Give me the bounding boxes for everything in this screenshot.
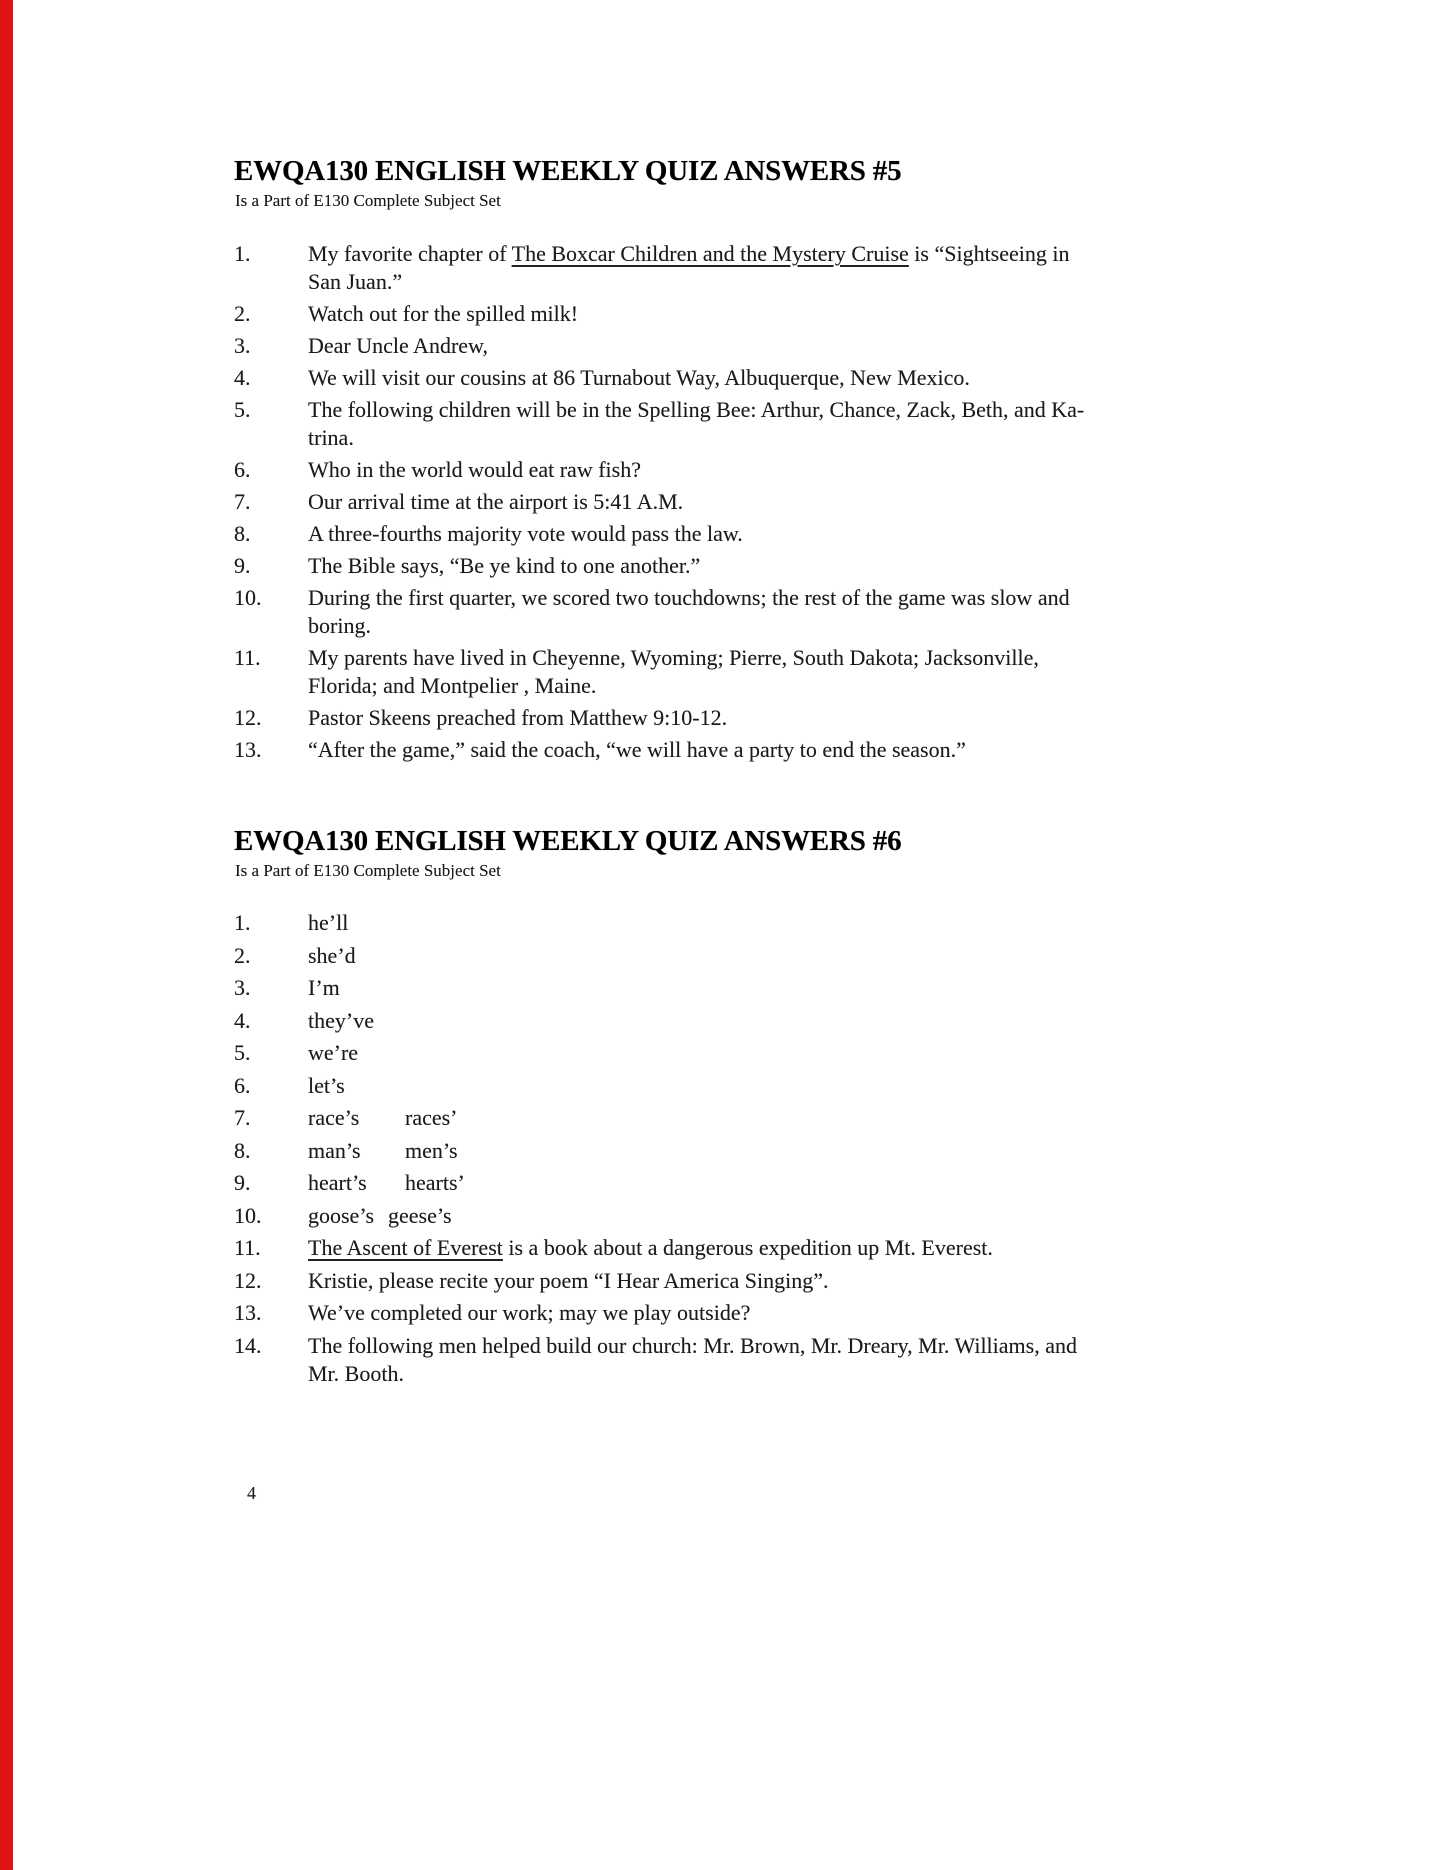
text-line [308,1234,1394,1262]
text-segment: The following children will be in the Spelling Bee: Arthur, Chance, Zack, Beth, and Ka- [308,397,1085,422]
item-text [308,1202,1394,1230]
text-line [308,1267,1394,1295]
item-text [308,974,1394,1002]
section-subtitle: Is a Part of E130 Complete Subject Set [235,861,501,880]
text-segment: is “Sightseeing in [908,241,1070,266]
item-text [308,1072,1394,1100]
text-segment: is a book about a dangerous expedition up Mt. Everest. [502,1235,993,1260]
item-number: 4. [234,365,251,390]
text-segment: goose’s [308,1202,374,1228]
text-line [308,268,1394,296]
text-segment: San Juan.” [308,269,403,294]
list-item [234,1169,1394,1197]
item-number: 8. [234,1137,251,1163]
text-line [308,1202,1394,1230]
text-line [308,364,1394,392]
list-item [234,240,1394,296]
text-line [308,672,1394,700]
section-title: EWQA130 ENGLISH WEEKLY QUIZ ANSWERS #5 [234,155,902,187]
text-segment: Dear Uncle Andrew, [308,333,488,358]
text-line [308,1072,1394,1100]
text-segment: Kristie, please recite your poem “I Hear America Singing”. [308,1267,829,1293]
item-number: 11. [234,645,261,670]
item-number: 2. [234,301,251,326]
text-segment: The following men helped build our church: Mr. Brown, Mr. Dreary, Mr. Williams, and [308,1332,1077,1358]
item-text [308,704,1394,732]
item-text [308,240,1394,296]
item-text [308,520,1394,548]
item-number: 3. [234,333,251,358]
item-number: 9. [234,1170,251,1195]
list-item [234,1299,1394,1327]
list-item [234,1332,1394,1388]
text-segment: race’s [308,1105,360,1130]
text-line [308,909,1394,937]
text-line [308,552,1394,580]
item-text [308,1267,1394,1295]
item-text [308,1137,1394,1165]
text-segment: During the first quarter, we scored two touchdowns; the rest of the game was slow and [308,585,1070,610]
item-text [308,736,1394,764]
text-segment: boring. [308,613,371,638]
text-line [308,1169,1394,1197]
list-item [234,1267,1394,1295]
list-item [234,974,1394,1002]
text-segment: trina. [308,425,354,450]
item-number: 10. [234,1202,262,1228]
text-line [308,424,1394,452]
item-number: 8. [234,521,251,546]
item-number: 6. [234,1072,251,1098]
list-item [234,552,1394,580]
list-item [234,364,1394,392]
list-item [234,1104,1394,1132]
item-text [308,1104,1394,1132]
text-segment: let’s [308,1072,345,1098]
underlined-book-title: The Boxcar Children and the Mystery Cruise [511,241,909,266]
section-title: EWQA130 ENGLISH WEEKLY QUIZ ANSWERS #6 [234,825,902,857]
text-line [308,974,1394,1002]
text-line [308,736,1394,764]
item-text [308,552,1394,580]
text-line [308,488,1394,516]
text-line [308,1039,1394,1067]
list-item [234,1202,1394,1230]
list-item [234,1039,1394,1067]
text-segment: she’d [308,942,356,968]
text-segment: My favorite chapter of [308,241,512,266]
item-number: 3. [234,975,251,1000]
item-number: 12. [234,705,262,730]
item-number: 1. [234,241,251,266]
item-number: 2. [234,942,251,968]
item-text [308,364,1394,392]
text-segment: man’s [308,1137,361,1163]
list-item [234,488,1394,516]
section-subtitle: Is a Part of E130 Complete Subject Set [235,191,501,210]
item-text [308,456,1394,484]
item-number: 4. [234,1007,251,1033]
list-item [234,332,1394,360]
text-segment: men’s [405,1137,458,1163]
text-segment: Pastor Skeens preached from Matthew 9:10-12. [308,705,728,730]
list-item [234,1137,1394,1165]
text-line [308,332,1394,360]
item-text [308,1234,1394,1262]
text-segment: they’ve [308,1007,374,1033]
text-segment: we’re [308,1040,359,1065]
item-text [308,1039,1394,1067]
item-text [308,396,1394,452]
list-item [234,584,1394,640]
text-segment: races’ [405,1105,458,1130]
list-item [234,736,1394,764]
text-segment: geese’s [388,1202,452,1228]
item-text [308,644,1394,700]
text-segment: he’ll [308,910,349,935]
item-number: 13. [234,737,262,762]
item-text [308,584,1394,640]
text-segment: Our arrival time at the airport is 5:41 A.M. [308,489,684,514]
item-number: 7. [234,1105,251,1130]
text-segment: hearts’ [405,1170,465,1195]
text-line [308,396,1394,424]
item-number: 1. [234,910,251,935]
item-number: 9. [234,553,251,578]
item-text [308,1332,1394,1388]
item-number: 7. [234,489,251,514]
text-line [308,942,1394,970]
item-number: 14. [234,1332,262,1358]
item-text [308,1169,1394,1197]
text-segment: Mr. Booth. [308,1360,404,1386]
text-line [308,584,1394,612]
item-text [308,300,1394,328]
answer-list [234,909,1394,1392]
text-line [308,644,1394,672]
text-segment: Florida; and Montpelier , Maine. [308,673,597,698]
item-number: 6. [234,457,251,482]
list-item [234,704,1394,732]
text-line [308,1137,1394,1165]
list-item [234,1234,1394,1262]
list-item [234,520,1394,548]
text-segment: My parents have lived in Cheyenne, Wyoming; Pierre, South Dakota; Jacksonville, [308,645,1039,670]
text-line [308,456,1394,484]
text-line [308,612,1394,640]
list-item [234,644,1394,700]
text-line [308,704,1394,732]
answer-list [234,240,1394,768]
text-line [308,1007,1394,1035]
item-number: 5. [234,1040,251,1065]
item-text [308,1299,1394,1327]
item-number: 12. [234,1267,262,1293]
text-line [308,300,1394,328]
list-item [234,909,1394,937]
text-line [308,1332,1394,1360]
item-text [308,332,1394,360]
list-item [234,300,1394,328]
list-item [234,1072,1394,1100]
list-item [234,942,1394,970]
item-number: 10. [234,585,262,610]
text-segment: heart’s [308,1170,367,1195]
item-number: 5. [234,397,251,422]
text-line [308,520,1394,548]
red-edge-stripe [0,0,13,1870]
text-line [308,1104,1394,1132]
item-text [308,1007,1394,1035]
text-segment: Who in the world would eat raw fish? [308,457,641,482]
item-number: 13. [234,1300,262,1325]
text-line [308,1360,1394,1388]
text-line [308,240,1394,268]
item-number: 11. [234,1235,261,1260]
list-item [234,1007,1394,1035]
list-item [234,396,1394,452]
text-segment: We’ve completed our work; may we play outside? [308,1300,751,1325]
text-segment: We will visit our cousins at 86 Turnabout Way, Albuquerque, New Mexico. [308,365,970,390]
item-text [308,488,1394,516]
text-segment: A three-fourths majority vote would pass the law. [308,521,743,546]
list-item [234,456,1394,484]
page-number: 4 [247,1483,256,1503]
underlined-book-title: The Ascent of Everest [308,1235,503,1260]
text-line [308,1299,1394,1327]
item-text [308,909,1394,937]
item-text [308,942,1394,970]
text-segment: The Bible says, “Be ye kind to one another.” [308,553,701,578]
text-segment: “After the game,” said the coach, “we will have a party to end the season.” [308,737,966,762]
text-segment: Watch out for the spilled milk! [308,301,579,326]
text-segment: I’m [308,975,340,1000]
